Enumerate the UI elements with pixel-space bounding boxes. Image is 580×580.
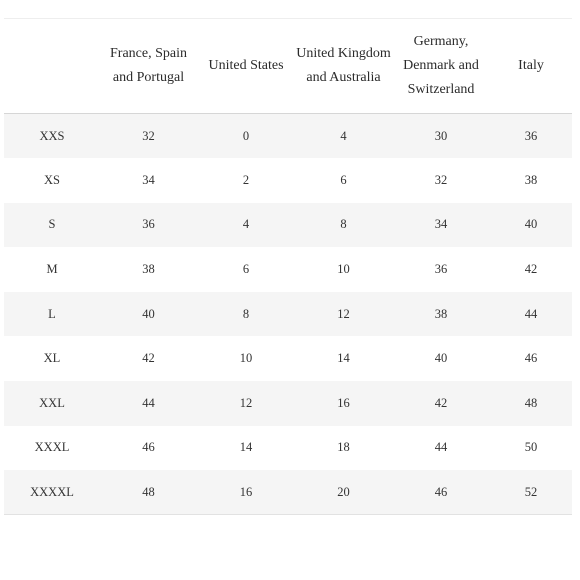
uk-australia-cell: 10 xyxy=(337,262,350,277)
header-germany-denmark-switzerland: Germany, Denmark and Switzerland xyxy=(392,19,490,114)
germany-denmark-switzerland-cell: 40 xyxy=(434,351,448,366)
size-label-cell: XS xyxy=(44,172,60,187)
table-row xyxy=(4,470,572,515)
united-states-cell: 8 xyxy=(242,306,250,321)
germany-denmark-switzerland-cell: 38 xyxy=(434,306,448,321)
uk-australia-cell: 4 xyxy=(340,128,347,143)
size-conversion-table xyxy=(4,18,572,515)
united-states-cell: 10 xyxy=(239,351,253,366)
germany-denmark-switzerland-cell: 32 xyxy=(434,172,448,187)
france-spain-portugal-cell: 34 xyxy=(142,172,155,187)
italy-cell: 44 xyxy=(524,306,538,321)
size-label-cell: S xyxy=(48,217,56,232)
table-row xyxy=(4,247,572,292)
france-spain-portugal-cell: 42 xyxy=(142,351,155,366)
uk-australia-cell: 18 xyxy=(337,440,350,455)
united-states-cell: 2 xyxy=(242,172,250,187)
size-label-cell: XL xyxy=(43,351,61,366)
italy-cell: 40 xyxy=(524,217,538,232)
header-size-column xyxy=(4,19,100,114)
uk-australia-cell: 20 xyxy=(295,470,392,515)
size-label-cell: L xyxy=(48,306,56,321)
united-states-cell: 14 xyxy=(239,440,253,455)
germany-denmark-switzerland-cell: 46 xyxy=(392,470,490,515)
germany-denmark-switzerland-cell: 42 xyxy=(434,395,448,410)
table-row xyxy=(4,381,572,426)
france-spain-portugal-cell: 36 xyxy=(142,217,155,232)
uk-australia-cell: 14 xyxy=(337,351,350,366)
germany-denmark-switzerland-cell: 34 xyxy=(434,217,448,232)
size-label-cell: XXXL xyxy=(34,440,70,455)
table-header xyxy=(4,19,572,114)
uk-australia-cell: 8 xyxy=(340,217,347,232)
header-row xyxy=(4,19,572,114)
france-spain-portugal-cell: 38 xyxy=(142,262,155,277)
header-united-states: United States xyxy=(197,19,295,114)
united-states-cell: 12 xyxy=(239,395,253,410)
header-uk-australia: United Kingdom and Australia xyxy=(295,19,392,114)
united-states-cell: 16 xyxy=(197,470,295,515)
table-row xyxy=(4,292,572,337)
united-states-cell: 0 xyxy=(242,128,250,143)
italy-cell: 46 xyxy=(524,351,538,366)
header-italy: Italy xyxy=(490,19,572,114)
uk-australia-cell: 16 xyxy=(337,395,350,410)
germany-denmark-switzerland-cell: 44 xyxy=(434,440,448,455)
italy-cell: 42 xyxy=(524,262,538,277)
table-row xyxy=(4,203,572,248)
france-spain-portugal-cell: 44 xyxy=(142,395,155,410)
germany-denmark-switzerland-cell: 36 xyxy=(434,262,448,277)
table-row xyxy=(4,114,572,159)
italy-cell: 38 xyxy=(524,172,538,187)
united-states-cell: 6 xyxy=(242,262,250,277)
italy-cell: 36 xyxy=(524,128,538,143)
france-spain-portugal-cell: 40 xyxy=(142,306,155,321)
size-label-cell: XXXXL xyxy=(4,470,100,515)
table-row xyxy=(4,158,572,203)
size-label-cell: M xyxy=(46,262,58,277)
uk-australia-cell: 6 xyxy=(340,172,347,187)
uk-australia-cell: 12 xyxy=(337,306,350,321)
united-states-cell: 4 xyxy=(242,217,250,232)
size-label-cell: XXS xyxy=(39,128,65,143)
size-label-cell: XXL xyxy=(39,395,65,410)
italy-cell: 48 xyxy=(524,395,538,410)
table-body xyxy=(4,114,572,515)
italy-cell: 50 xyxy=(524,440,538,455)
table-row xyxy=(4,336,572,381)
france-spain-portugal-cell: 48 xyxy=(100,470,197,515)
france-spain-portugal-cell: 46 xyxy=(142,440,155,455)
germany-denmark-switzerland-cell: 30 xyxy=(434,128,448,143)
italy-cell: 52 xyxy=(490,470,572,515)
france-spain-portugal-cell: 32 xyxy=(142,128,155,143)
table-row xyxy=(4,426,572,471)
header-france-spain-portugal: France, Spain and Portugal xyxy=(100,19,197,114)
